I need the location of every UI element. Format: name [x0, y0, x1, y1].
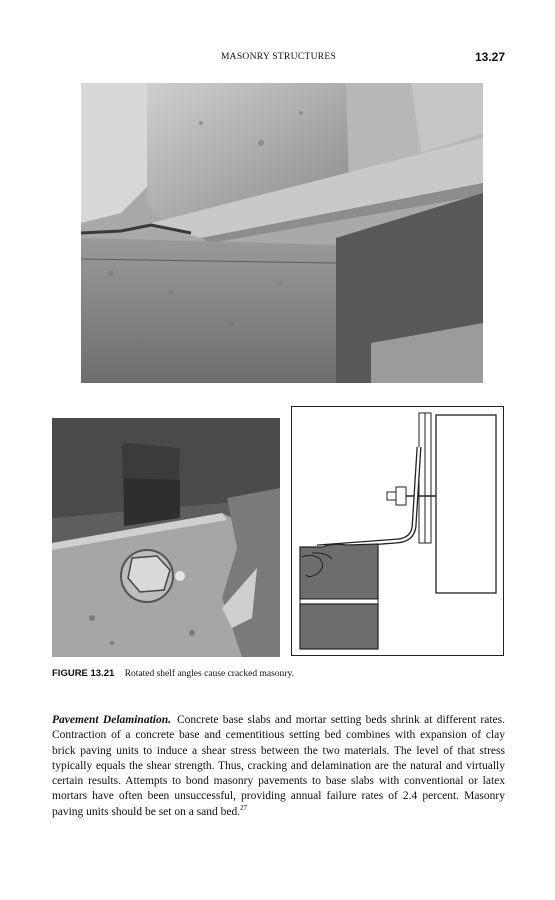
- footnote-reference: 27: [240, 803, 248, 812]
- diagram-graphic: [292, 407, 503, 655]
- section-heading: Pavement Delamination.: [52, 714, 171, 726]
- page-header: [52, 50, 505, 66]
- figure-caption-text: Rotated shelf angles cause cracked masonry.: [124, 669, 294, 679]
- photo-rotated-shelf-angle: [81, 83, 483, 383]
- body-paragraph: [52, 713, 505, 820]
- page-number: 13.27: [474, 50, 505, 64]
- running-head: MASONRY STRUCTURES: [220, 52, 337, 62]
- photo-top-graphic: [81, 83, 483, 383]
- figure-label: FIGURE 13.21: [52, 668, 115, 679]
- figure-caption: [52, 668, 294, 679]
- paragraph-text: Concrete base slabs and mortar setting beds shrink at different rates. Contraction of a concrete base and cementitious setting bed combines with expansion of clay brick paving units to induce a shear stress between the two materials. The level of that stress typically equals the shear strength. Thus, cracking and delamination are the natural and virtually certain results. Attempts to bond masonry pavements to base slabs with conventional or latex mortars have often been unsuccessful, providing annual failure rates of 2.4 percent. Masonry paving units should be set on a sand bed.: [52, 714, 505, 818]
- shelf-angle-diagram: [291, 406, 504, 656]
- photo-shelf-angle-bolt: [52, 418, 280, 657]
- photo-left-graphic: [52, 418, 280, 657]
